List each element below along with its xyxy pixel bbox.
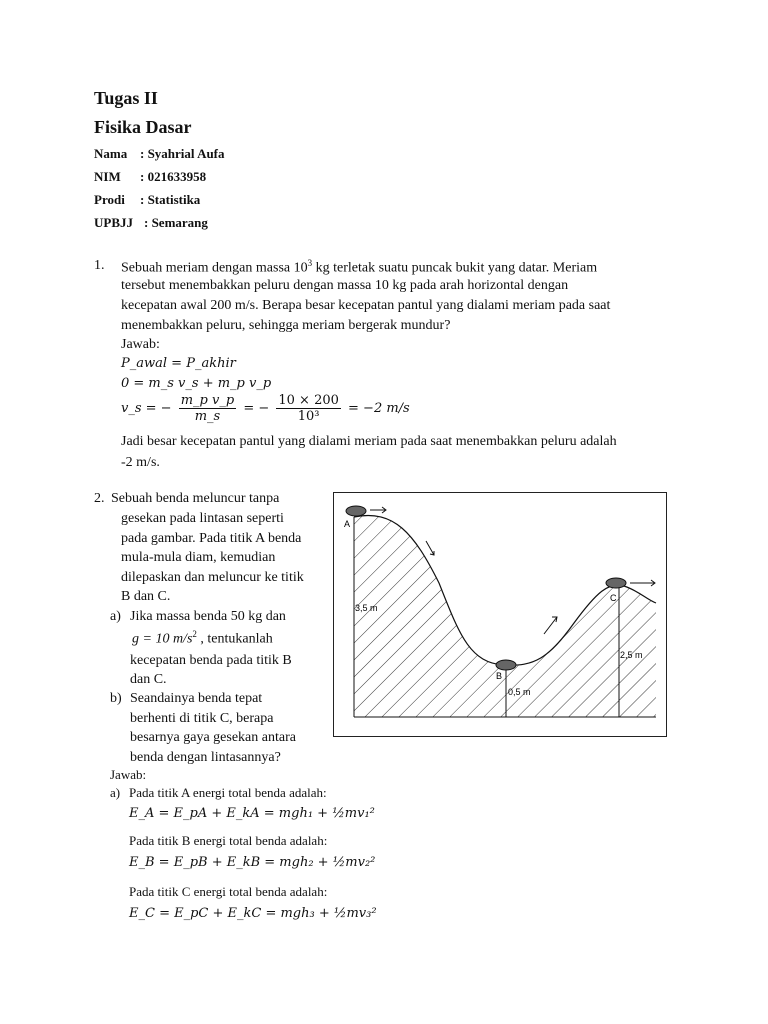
q1-line-1: Sebuah meriam dengan massa $10^3$ kg terletak suatu puncak bukit yang datar. Meriam [121,258,598,276]
field-value-nim: : 021633958 [140,169,207,184]
q1-line-3: kecepatan awal 200 m/s. Berapa besar kecepatan pantul yang dialami meriam pada saat [121,298,611,313]
ball-a [346,506,366,516]
arrow-c-right [630,580,655,586]
q2-ans-a-text: Pada titik A energi total benda adalah: [129,785,327,800]
label-height-c: 2,5 m [620,650,643,660]
q1-equation-3: v_s = − $\frac{\text{m\_p v\_p}}{m\_s}$ = − $\frac{10 \times 200}{\text{10³}}$ = −2 m/s [121,393,410,424]
q2-equation-b: E_B = E_pB + E_kB = mgh₂ + ½mv₂² [129,855,376,870]
label-height-b: 0,5 m [508,687,531,697]
arrow-up-slope [544,617,557,634]
q2-number: 2. [94,491,105,506]
label-b: B [496,671,503,681]
q2-line-1: Sebuah benda meluncur tanpa [111,491,280,506]
arrow-a-right [370,507,386,513]
q2-text-b: Pada titik B energi total benda adalah: [129,833,328,848]
q1-conclusion-1: Jadi besar kecepatan pantul yang dialami meriam pada saat menembakkan peluru adalah [121,434,617,449]
q2-equation-c: E_C = E_pC + E_kC = mgh₃ + ½mv₃² [129,906,377,921]
field-label-nim: NIM [94,169,121,184]
q2-a-line-1: Jika massa benda 50 kg dan [130,609,286,624]
q1-equation-1: P_awal = P_akhir [121,356,236,371]
q2-text-c: Pada titik C energi total benda adalah: [129,884,328,899]
q2-line-5: dilepaskan dan meluncur ke titik [121,570,304,585]
q2-a-line-3: kecepatan benda pada titik B [130,653,292,668]
q2-b-line-4: benda dengan lintasannya? [130,750,281,765]
label-a: A [344,519,351,529]
q1-line-4: menembakkan peluru, sehingga meriam bergerak mundur? [121,318,451,333]
q2-ans-a-label: a) [110,785,121,800]
q2-line-4: mula-mula diam, kemudian [121,550,276,565]
field-value-upbjj: : Semarang [144,215,208,230]
doc-title: Tugas II [94,88,158,108]
label-c: C [610,593,617,603]
track-figure [333,492,667,737]
q2-line-6: B dan C. [121,589,171,604]
track-hatched-area [354,515,656,717]
field-label-prodi: Prodi [94,192,125,207]
q2-answer-label: Jawab: [110,767,147,782]
field-label-nama: Nama [94,146,128,161]
q2-a-label: a) [110,609,121,624]
label-height-a: 3,5 m [355,603,378,613]
q2-line-3: pada gambar. Pada titik A benda [121,531,302,546]
q2-a-line-4: dan C. [130,672,167,687]
q1-answer-label: Jawab: [121,337,160,352]
field-value-nama: : Syahrial Aufa [140,146,225,161]
field-value-prodi: : Statistika [140,192,201,207]
q2-b-line-2: berhenti di titik C, berapa [130,711,274,726]
doc-subject: Fisika Dasar [94,117,192,137]
q1-equation-2: 0 = m_s v_s + m_p v_p [121,376,272,391]
q2-equation-a: E_A = E_pA + E_kA = mgh₁ + ½mv₁² [129,806,375,821]
q2-a-line-2: g = 10 $m/s^2$ , tentukanlah [132,629,273,647]
ball-c [606,578,626,588]
q1-line-2: tersebut menembakkan peluru dengan massa 10 kg pada arah horizontal dengan [121,278,569,293]
q2-line-2: gesekan pada lintasan seperti [121,511,284,526]
ball-b [496,660,516,670]
q2-b-line-1: Seandainya benda tepat [130,691,263,706]
arrow-down-slope [426,541,434,555]
q2-b-line-3: besarnya gaya gesekan antara [130,730,296,745]
q2-b-label: b) [110,691,122,706]
field-label-upbjj: UPBJJ [94,215,133,230]
q1-conclusion-2: -2 m/s. [121,455,160,470]
q1-number: 1. [94,258,105,273]
track-diagram [334,493,666,736]
